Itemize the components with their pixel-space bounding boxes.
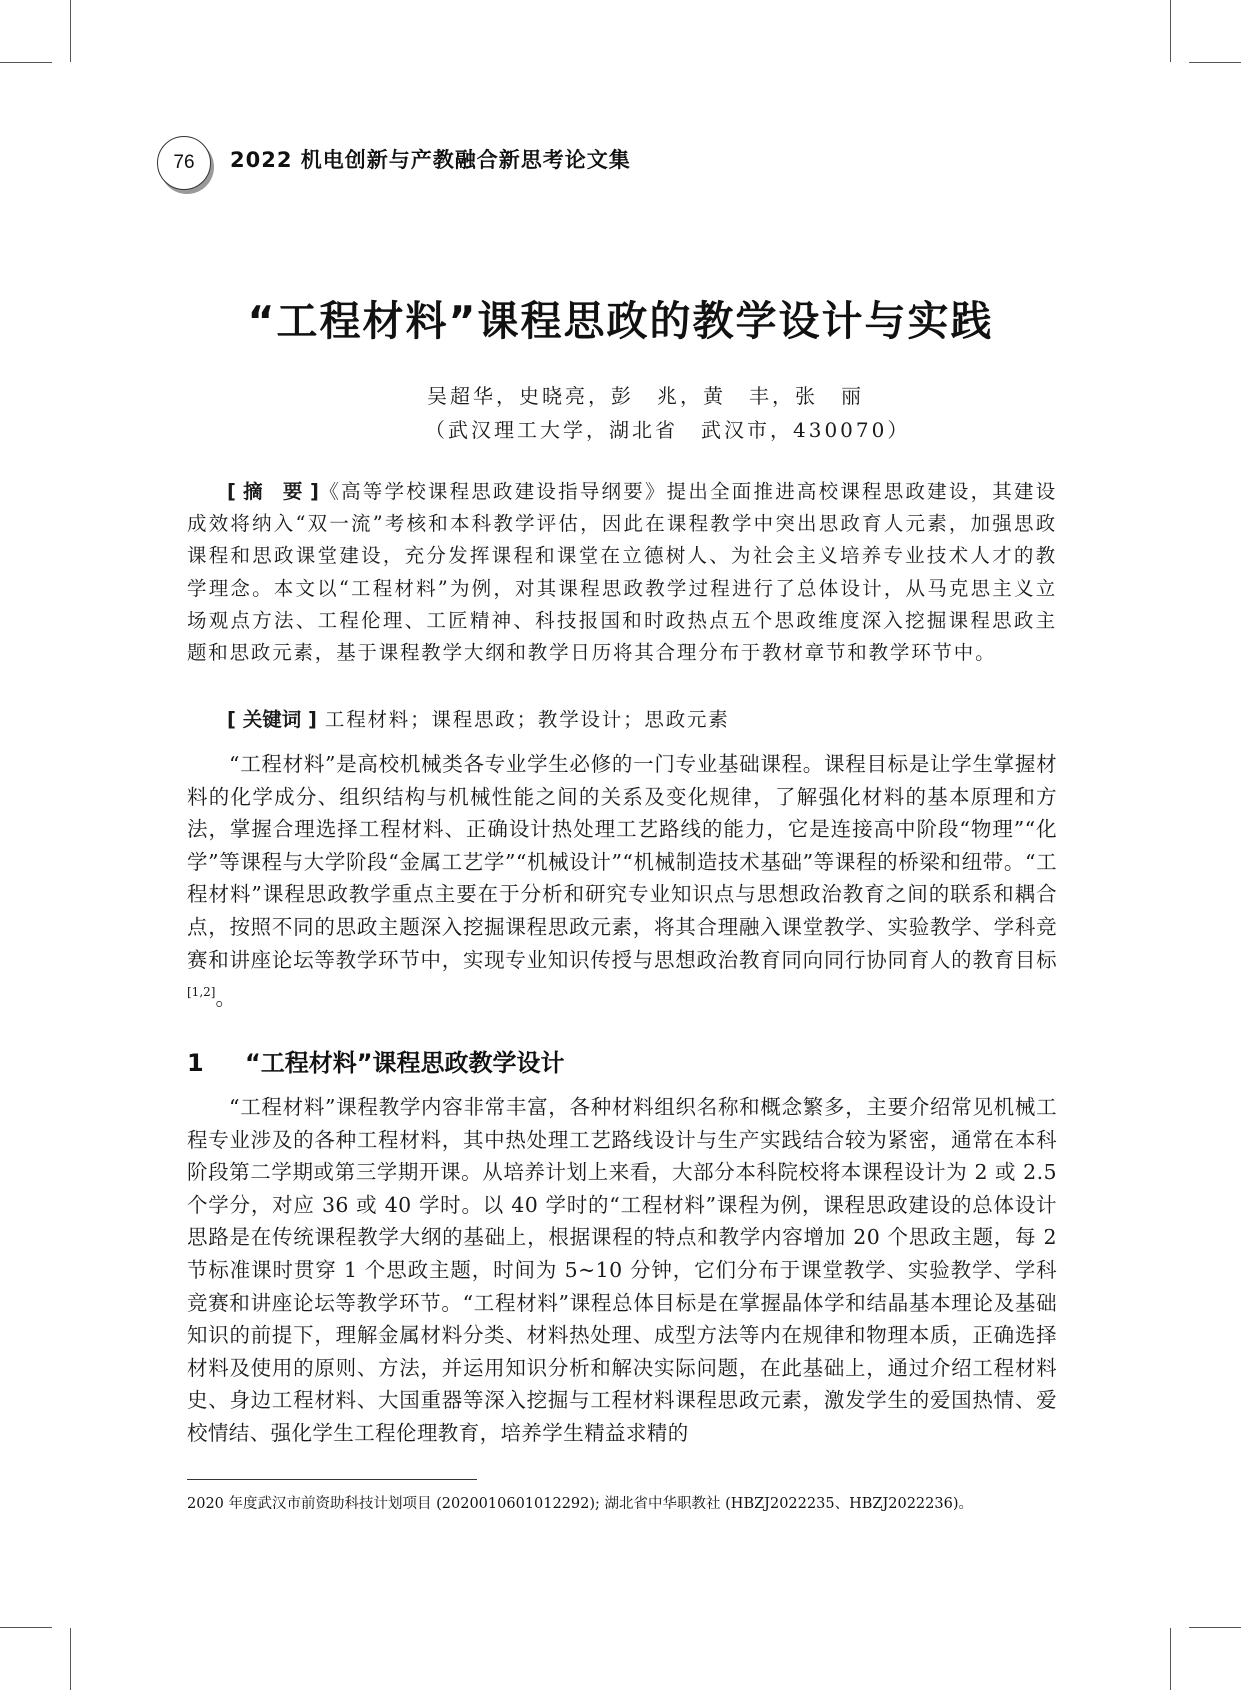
intro-text: “工程材料”是高校机械类各专业学生必修的一门专业基础课程。课程目标是让学生掌握材料的化学成分、组织结构与机械性能之间的关系及变化规律，了解强化材料的基本原理和方法，掌握合理选择工程材料、正确设计热处理工艺路线的能力，它是连接高中阶段“物理”“化学”等课程与大学阶段“金属工艺学”“机械设计”“机械制造技术基础”等课程的桥梁和纽带。“工程材料”课程思政教学重点主要在于分析和研究专业知识点与思想政治教育之间的联系和耦合点，按照不同的思政主题深入挖掘课程思政元素，将其合理融入课堂教学、实验教学、学科竞赛和讲座论坛等教学环节中，实现专业知识传授与思想政治教育同向同行协同育人的教育目标: [187, 752, 1057, 972]
affiliation: （武汉理工大学，湖北省 武汉市，430070）: [425, 418, 911, 442]
crop-mark-top-left-v: [70, 0, 71, 62]
crop-mark-top-right-h: [1189, 62, 1241, 63]
keywords-label: [ 关键词 ]: [227, 708, 317, 731]
running-title: 2022 机电创新与产教融合新思考论文集: [230, 148, 631, 172]
section-heading: [187, 1043, 565, 1078]
section-title: “工程材料”课程思政教学设计: [245, 1049, 565, 1077]
page-number: 76: [157, 136, 211, 190]
crop-mark-bottom-right-v: [1170, 1628, 1171, 1690]
footnote-rule: [187, 1479, 477, 1480]
section1-paragraph: “工程材料”课程教学内容非常丰富，各种材料组织名称和概念繁多，主要介绍常见机械工程专业涉及的各种工程材料，其中热处理工艺路线设计与生产实践结合较为紧密，通常在本科阶段第二学期或第三学期开课。从培养计划上来看，大部分本科院校将本课程设计为 2 或 2.5 个学分，对应 36 或 40 学时。以 40 学时的“工程材料”课程为例，课程思政建设的总体设计思路是在传统课程教学大纲的基础上，根据课程的特点和教学内容增加 20 个思政主题，每 2 节标准课时贯穿 1 个思政主题，时间为 5~10 分钟，它们分布于课堂教学、实验教学、学科竞赛和讲座论坛等教学环节。“工程材料”课程总体目标是在掌握晶体学和结晶基本理论及基础知识的前提下，理解金属材料分类、材料热处理、成型方法等内在规律和物理本质，正确选择材料及使用的原则、方法，并运用知识分析和解决实际问题，在此基础上，通过介绍工程材料史、身边工程材料、大国重器等深入挖掘与工程材料课程思政元素，激发学生的爱国热情、爱校情结、强化学生工程伦理教育，培养学生精益求精的: [187, 1095, 1057, 1445]
crop-mark-bottom-left-h: [0, 1627, 52, 1628]
intro-end: 。: [215, 986, 237, 1011]
crop-mark-top-left-h: [0, 62, 52, 63]
crop-mark-bottom-right-h: [1189, 1627, 1241, 1628]
intro-citation: [1,2]: [187, 985, 216, 1000]
intro-paragraph: [187, 748, 1057, 1015]
abstract-label: [ 摘 要 ]: [227, 480, 319, 503]
abstract-text: 《高等学校课程思政建设指导纲要》提出全面推进高校课程思政建设，其建设成效将纳入“双一流”考核和本科教学评估，因此在课程教学中突出思政育人元素，加强思政课程和思政课堂建设，充分发挥课程和课堂在立德树人、为社会主义培养专业技术人才的教学理念。本文以“工程材料”为例，对其课程思政教学过程进行了总体设计，从马克思主义立场观点方法、工程伦理、工匠精神、科技报国和时政热点五个思政维度深入挖掘课程思政主题和思政元素，基于课程教学大纲和教学日历将其合理分布于教材章节和教学环节中。: [187, 480, 1058, 665]
crop-mark-bottom-left-v: [70, 1628, 71, 1690]
keywords: [227, 704, 730, 732]
keywords-text: 工程材料；课程思政；教学设计；思政元素: [324, 708, 730, 731]
article-title: “工程材料”课程思政的教学设计与实践: [247, 297, 994, 345]
crop-mark-top-right-v: [1170, 0, 1171, 62]
section-number: 1: [187, 1049, 204, 1077]
abstract: [187, 476, 1057, 669]
footnote: 2020 年度武汉市前资助科技计划项目 (2020010601012292); 湖北省中华职教社 (HBZJ2022235、HBZJ2022236)。: [187, 1496, 973, 1512]
authors: 吴超华，史晓亮，彭 兆，黄 丰，张 丽: [427, 384, 864, 408]
